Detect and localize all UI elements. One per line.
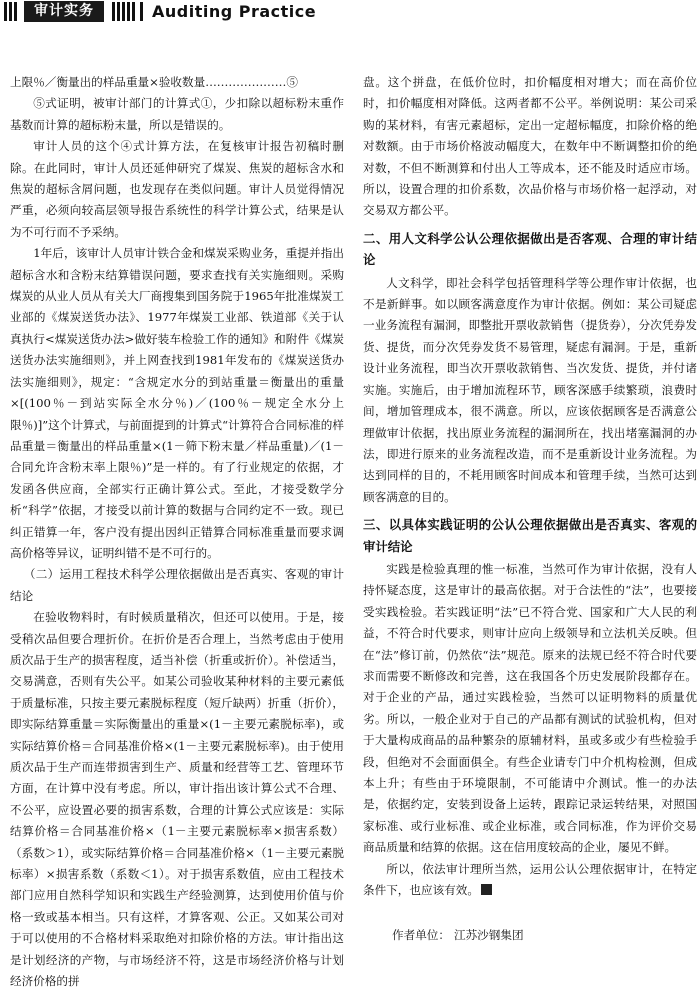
- journal-english-title: Auditing Practice: [152, 2, 317, 21]
- paragraph: ⑤式证明，被审计部门的计算式①，少扣除以超标粉末重作基数而计算的超标粉末量，所以是错误的。: [10, 96, 344, 132]
- header-stripe: [112, 2, 115, 21]
- paragraph: [363, 859, 697, 902]
- paragraph: 盘。这个拼盘，在低价位时，扣价幅度相对增大；而在高价位时，扣价幅度相对降低。这两者都不公平。举例说明：某公司采购的某材料，有害元素超标，定出一定超标幅度，扣除价格的绝对数额。由于市场价格波动幅度大，在数年中不断调整扣价的绝对数，不但不断测算和付出人工等成本，还不能及时适应市场。所以，设置合理的扣价系数，次品价格与市场价格一起浮动，对交易双方都公平。: [363, 75, 697, 218]
- header-stripe: [122, 2, 125, 21]
- header-stripe: [4, 2, 7, 21]
- right-column: [363, 72, 697, 901]
- paragraph: 审计人员的这个④式计算方法，在复核审计报告初稿时删除。在此同时，审计人员还延伸研究了煤炭、焦炭的超标含水和焦炭的超标含屑问题，也发现存在类似问题。审计人员觉得情况严重，必须向较高层领导报告系统性的科学计算公式，结果是认为不可行而不予采纳。: [10, 139, 344, 239]
- header-stripe: [9, 2, 12, 21]
- author-affiliation: [392, 927, 524, 943]
- paragraph: 实践是检验真理的惟一标准，当然可作为审计依据，没有人持怀疑态度，这是审计的最高依据。对于合法性的“法”，也要接受实践检验。若实践证明“法”已不符合党、国家和广大人民的利益，不符合时代要求，则审计应向上级领导和立法机关反映。但在“法”修订前，仍然依“法”规范。原来的法规已经不符合时代要求而需要不断修改和完善，这在我国各个历史发展阶段都存在。对于企业的产品，通过实践检验，当然可以证明物料的质量优劣。所以，一般企业对于自己的产品都有测试的试验机构，但对于大量构成商品的品种繁杂的原辅材料，虽或多或少有些检验手段，但绝对不会面面俱全。有些企业请专门中介机构检测，但成本上升；有些由于环境限制，不可能请中介测试。惟一的办法是，依据约定，安装到设备上运转，跟踪记录运转结果，对照国家标准、或行业标准、或企业标准，或合同标准，作为评价交易商品质量和结算的依据。这在信用度较高的企业，屡见不鲜。: [363, 561, 697, 855]
- header-stripe: [132, 2, 135, 21]
- paragraph-text: 所以，依法审计理所当然，运用公认公理依据审计，在特定条件下，也应该有效。: [363, 861, 697, 898]
- section-heading: 二、用人文科学公认公理依据做出是否客观、合理的审计结论: [363, 230, 697, 268]
- paragraph: 上限％／衡量出的样品重量×验收数量…………………⑤: [10, 75, 298, 89]
- paragraph: 人文科学，即社会科学包括管理科学等公理作审计依据，也不是新鲜事。如以顾客满意度作为审计依据。例如：某公司疑虑一业务流程有漏洞，即整批开票收款销售（提货券），分次凭券发货、提货，而分次凭券发货不易管理，疑虑有漏洞。于是，重新设计业务流程，即当次开票收款销售、当次发货、提货，并付诸实施。实施后，由于增加流程环节，顾客深感手续繁琐，浪费时间，增加管理成本，很不满意。所以，应该依据顾客是否满意公理做审计依据，找出原业务流程的漏洞所在，找出堵塞漏洞的办法，即进行原来的业务流程改造，而不是重新设计业务流程。为达到同样的目的，不耗用顾客时间成本和管理手续，当然可达到顾客满意的目的。: [363, 275, 697, 504]
- subsection-heading: （二）运用工程技术科学公理依据做出是否真实、客观的审计结论: [10, 567, 344, 603]
- section-label: 审计实务: [24, 1, 104, 22]
- paragraph: 在验收物料时，有时候质量稍次，但还可以使用。于是，接受稍次品但要合理折价。在折价是否合理上，当然考虑由于使用质次品于生产的损害程度，适当补偿（折重或折价）。补偿适当，交易满意，否则有失公平。如某公司验收某种材料的主要元素低于质量标准，只按主要元素脱标程度（短斤缺两）折重（折价），即实际结算重量＝实际衡量出的重量×(1－主要元素脱标率)，或实际结算价格＝合同基准价格×(1－主要元素脱标率)。由于使用质次品于生产而连带损害到生产、质量和经营等工艺、管理环节方面，在计算中没有考虑。所以，审计指出该计算公式不合理、不公平，应设置必要的损害系数，合理的计算公式应该是：实际结算价格＝合同基准价格×（1－主要元素脱标率×损害系数）（系数＞1），或实际结算价格＝合同基准价格×（1－主要元素脱标率）×损害系数（系数＜1）。对于损害系数值，应由工程技术部门应用自然科学知识和实践生产经验测算，达到使用价值与价格一致或基本相当。只有这样，才算客观、公正。又如某公司对于可以使用的不合格材料采取绝对扣除价格的方法。审计指出这是计划经济的产物，与市场经济不符，这是市场经济价格与计划经济价格的拼: [10, 610, 344, 989]
- author-affiliation-label: 作者单位：: [392, 928, 450, 942]
- page-header: [0, 0, 700, 24]
- section-heading: 三、以具体实践证明的公认公理依据做出是否真实、客观的审计结论: [363, 517, 697, 554]
- header-stripe: [117, 2, 120, 21]
- header-stripe: [127, 2, 130, 21]
- author-affiliation-value: 江苏沙钢集团: [453, 928, 524, 942]
- paragraph: 1年后，该审计人员审计铁合金和煤炭采购业务，重提并指出超标含水和含粉末结算错误问题，要求查找有关实施细则。采购煤炭的从业人员从有关大厂商搜集到国务院于1965年批准煤炭工业部的《煤炭送货办法》、1977年煤炭工业部、铁道部《关于认真执行<煤炭送货办法>做好装车检验工作的通知》和附件《煤炭送货办法实施细则》，并上网查找到1981年发布的《煤炭送货办法实施细则》，规定：“含规定水分的到站重量＝衡量出的重量×[(100％－到站实际全水分％)／(100％－规定全水分上限％)]”这个计算式，与前面提到的计算式“计算符合合同标准的样品重量＝衡量出的样品重量×(1－筛下粉末量／样品重量)／(1－合同允许含粉末率上限％)”是一样的。有了行业规定的依据，才发函各供应商，全部实行正确计算公式。至此，才接受数学分析“科学”依据，才接受以前计算的数据与合同约定不一致。现已纠正错算一年，客户没有提出因纠正错算合同标准重量而要求调高价格等异议，证明纠错不是不可行的。: [10, 246, 344, 560]
- end-of-article-icon: [481, 884, 492, 895]
- left-column: [10, 72, 344, 992]
- header-stripe: [14, 2, 17, 21]
- header-stripe: [140, 2, 143, 21]
